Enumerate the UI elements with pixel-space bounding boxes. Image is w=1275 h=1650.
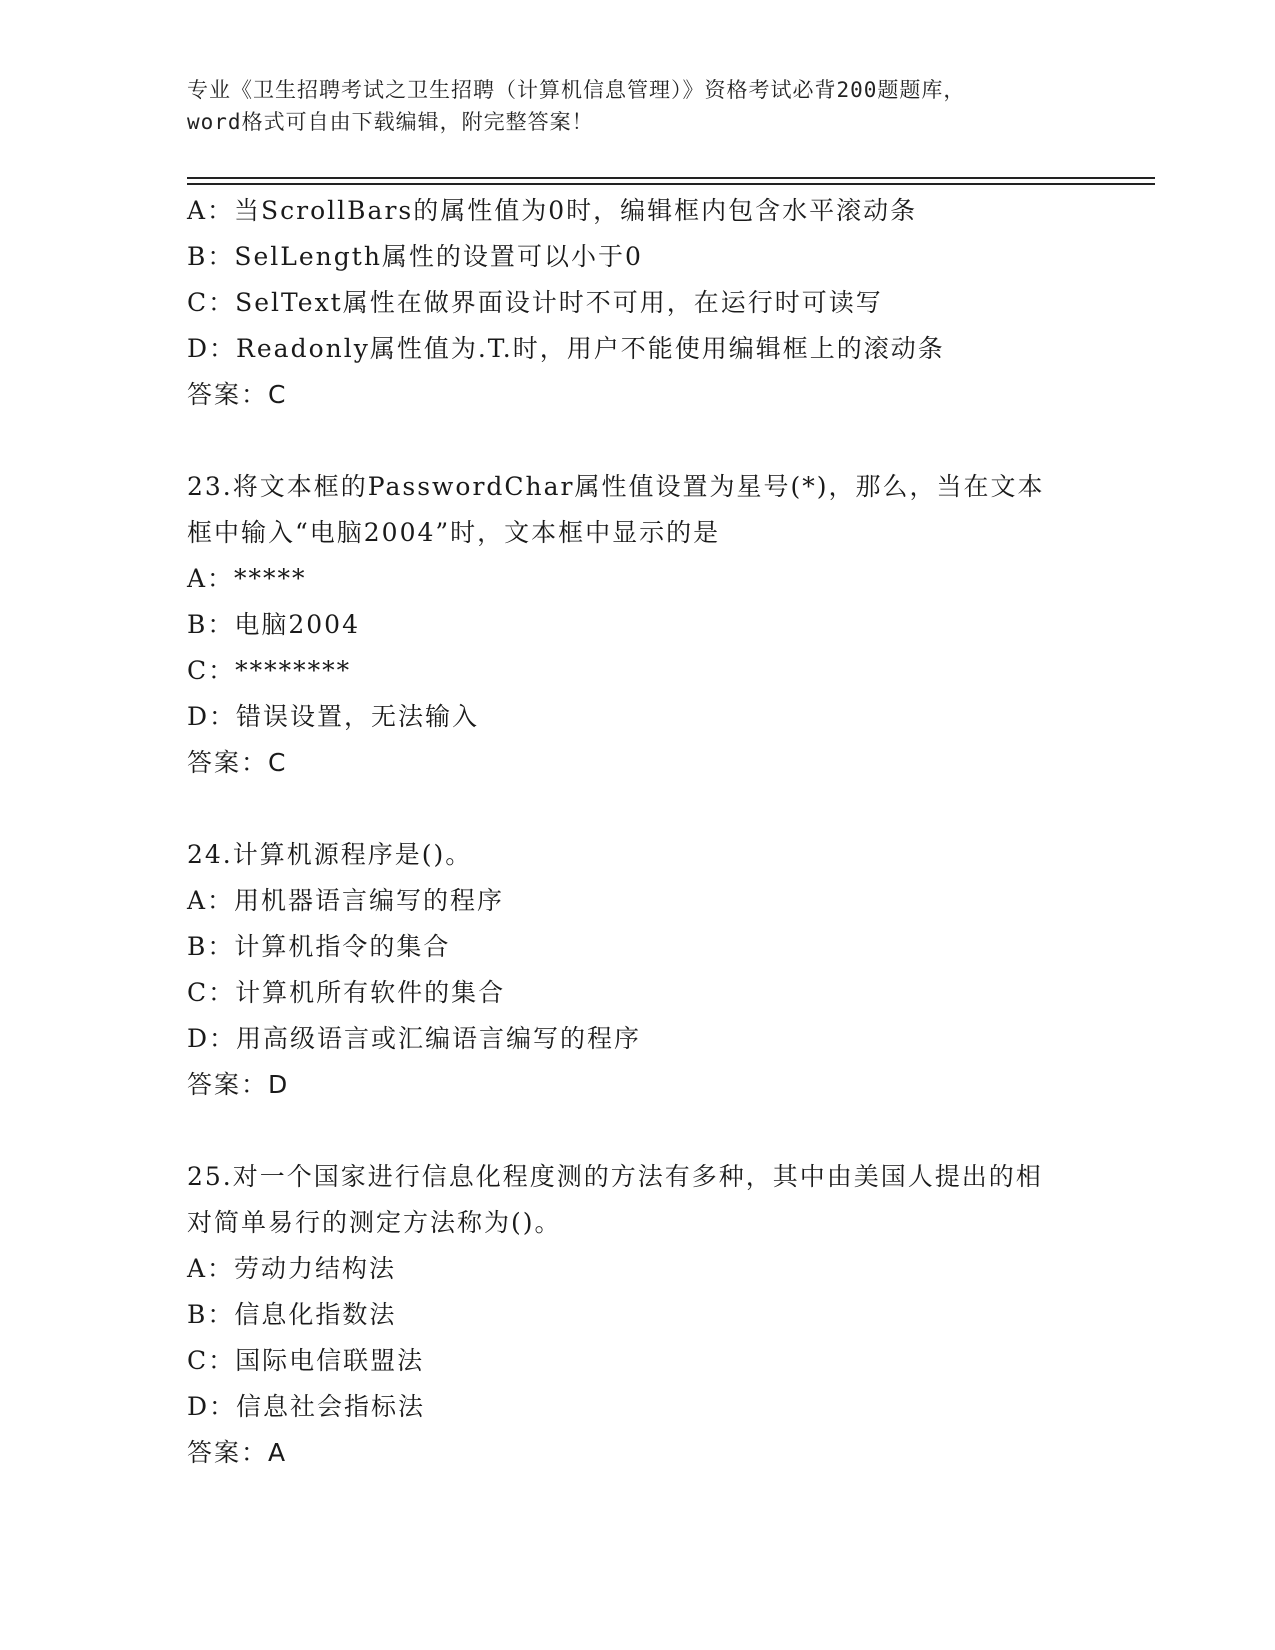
- option-c: C：********: [187, 656, 352, 685]
- header-title-line-1: 专业《卫生招聘考试之卫生招聘（计算机信息管理）》资格考试必背200题题库，: [187, 78, 966, 102]
- answer-line: 答案：D: [187, 1070, 290, 1099]
- option-d: D：Readonly属性值为.T.时，用户不能使用编辑框上的滚动条: [187, 334, 945, 363]
- option-b: B：计算机指令的集合: [187, 932, 451, 961]
- question-stem: 25.对一个国家进行信息化程度测的方法有多种，其中由美国人提出的相对简单易行的测定方法称为()。: [187, 1162, 1043, 1237]
- option-a: A：劳动力结构法: [187, 1254, 397, 1283]
- question-stem: 24.计算机源程序是()。: [187, 840, 473, 869]
- header-title-line-2: word格式可自由下载编辑，附完整答案！: [187, 110, 594, 134]
- header-divider-bottom: [187, 183, 1155, 185]
- answer-line: 答案：A: [187, 1438, 288, 1467]
- option-a: A：当ScrollBars的属性值为0时，编辑框内包含水平滚动条: [187, 196, 918, 225]
- answer-line: 答案：C: [187, 380, 288, 409]
- option-d: D：用高级语言或汇编语言编写的程序: [187, 1024, 642, 1053]
- option-b: B：SelLength属性的设置可以小于0: [187, 242, 643, 271]
- question-stem: 23.将文本框的PasswordChar属性值设置为星号(*)，那么，当在文本框中输入“电脑2004”时，文本框中显示的是: [187, 472, 1045, 547]
- option-b: B：电脑2004: [187, 610, 360, 639]
- option-a: A：用机器语言编写的程序: [187, 886, 505, 915]
- question-list: [187, 188, 1087, 1476]
- question-22: [187, 188, 1087, 418]
- option-c: C：计算机所有软件的集合: [187, 978, 506, 1007]
- document-header: [187, 74, 1087, 138]
- option-d: D：错误设置，无法输入: [187, 702, 480, 731]
- question-23: [187, 464, 1087, 786]
- header-divider-top: [187, 177, 1155, 179]
- question-25: [187, 1154, 1087, 1476]
- option-c: C：SelText属性在做界面设计时不可用，在运行时可读写: [187, 288, 883, 317]
- option-d: D：信息社会指标法: [187, 1392, 426, 1421]
- answer-line: 答案：C: [187, 748, 288, 777]
- option-b: B：信息化指数法: [187, 1300, 397, 1329]
- question-24: [187, 832, 1087, 1108]
- option-a: A：*****: [187, 564, 307, 593]
- option-c: C：国际电信联盟法: [187, 1346, 425, 1375]
